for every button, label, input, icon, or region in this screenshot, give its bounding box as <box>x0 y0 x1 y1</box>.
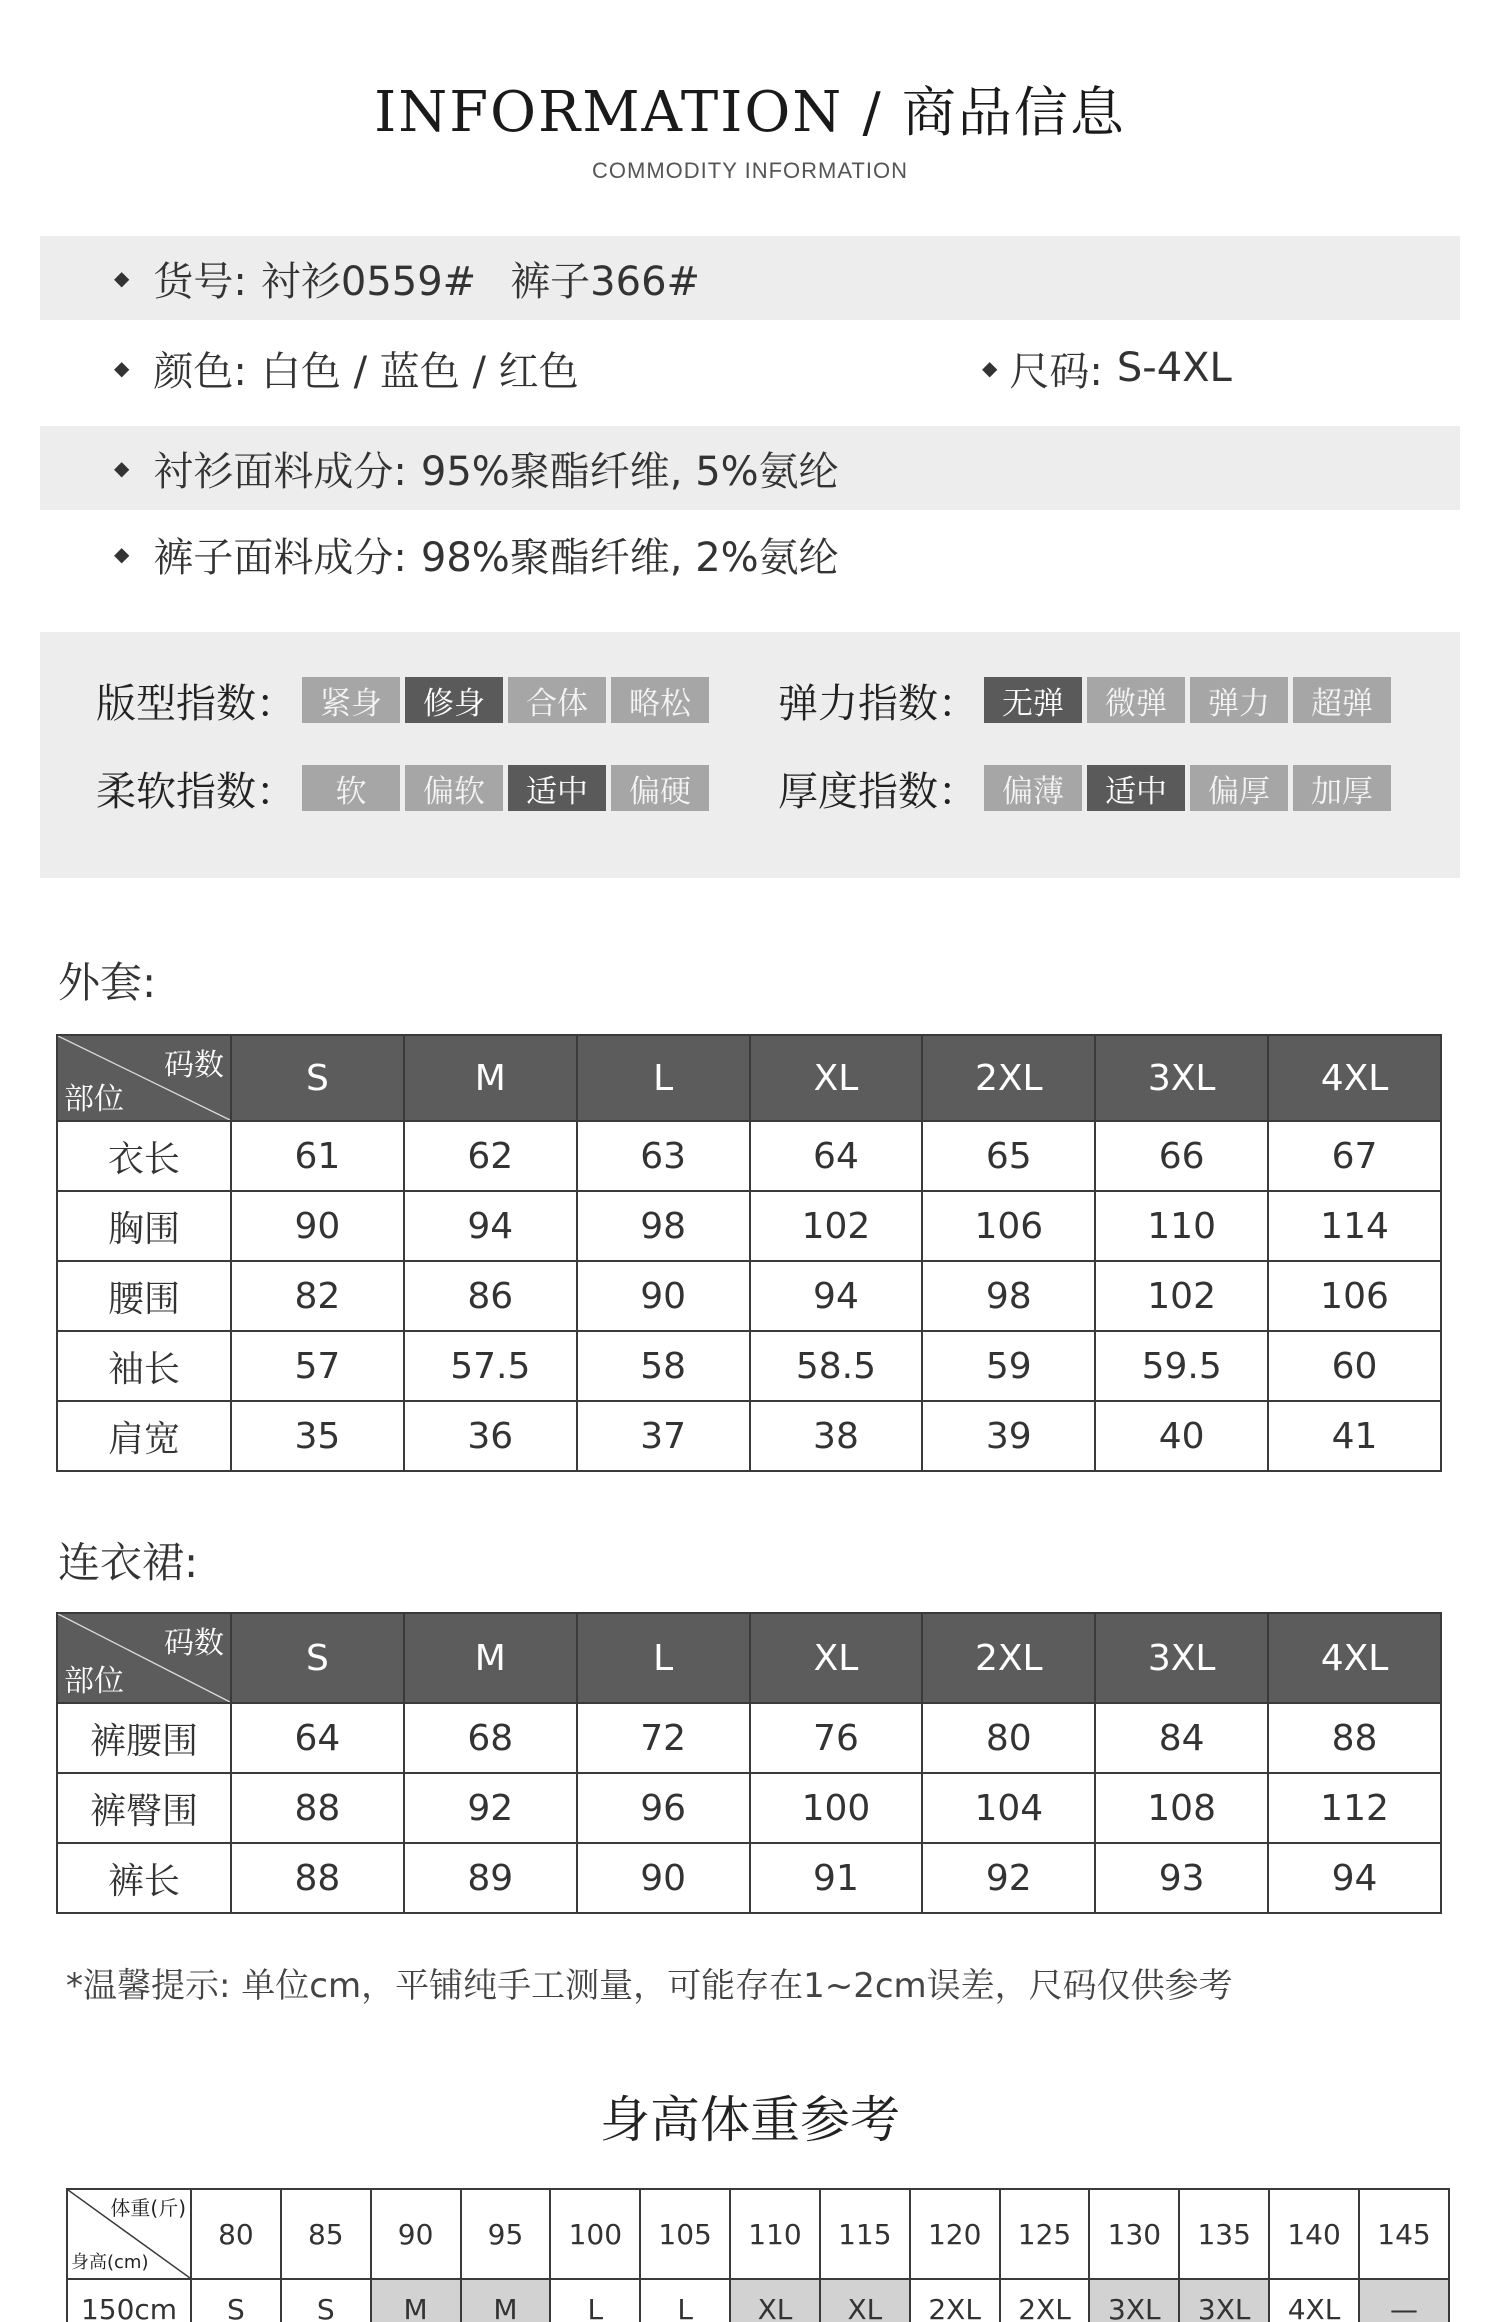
measurement-cell: 98 <box>922 1261 1095 1331</box>
measurement-cell: 90 <box>577 1261 750 1331</box>
size-suggestion-cell: 4XL <box>1269 2279 1359 2322</box>
height-label: 150cm <box>67 2279 191 2322</box>
index-row-2 <box>40 762 1460 814</box>
table-corner <box>57 1613 231 1703</box>
coat-heading: 外套: <box>58 958 157 1007</box>
page-title <box>0 78 1500 148</box>
measurement-cell: 68 <box>404 1703 577 1773</box>
size-header: 4XL <box>1268 1035 1441 1121</box>
part-label: 胸围 <box>57 1191 231 1261</box>
fit-option: 紧身 <box>302 677 400 723</box>
measurement-cell: 114 <box>1268 1191 1441 1261</box>
measurement-cell: 104 <box>922 1773 1095 1843</box>
elastic-option: 无弹 <box>984 677 1082 723</box>
measurement-cell: 112 <box>1268 1773 1441 1843</box>
thick-option: 加厚 <box>1293 765 1391 811</box>
table-row <box>57 1843 1441 1913</box>
weight-unit-label: 体重(斤) <box>110 2196 186 2220</box>
measurement-cell: 72 <box>577 1703 750 1773</box>
measurement-cell: 92 <box>404 1773 577 1843</box>
table-row <box>57 1261 1441 1331</box>
size-suggestion-cell: 2XL <box>910 2279 1000 2322</box>
weight-header: 85 <box>281 2189 371 2279</box>
size-suggestion-cell: 3XL <box>1089 2279 1179 2322</box>
measurement-cell: 88 <box>231 1843 404 1913</box>
elastic-index-label: 弹力指数： <box>778 680 978 727</box>
size-suggestion-cell: M <box>461 2279 551 2322</box>
measurement-cell: 94 <box>404 1191 577 1261</box>
size-suggestion-cell: L <box>550 2279 640 2322</box>
size-header: 3XL <box>1095 1613 1268 1703</box>
part-label: 袖长 <box>57 1331 231 1401</box>
bullet-icon: ◆ <box>114 356 130 380</box>
measurement-cell: 102 <box>1095 1261 1268 1331</box>
measurement-cell: 76 <box>750 1703 923 1773</box>
title-cn: 商品信息 <box>901 81 1126 144</box>
size-suggestion-cell: M <box>371 2279 461 2322</box>
page-subtitle: COMMODITY INFORMATION <box>592 158 908 183</box>
info-row-shirt-fabric <box>40 426 1460 510</box>
fit-index-label: 版型指数： <box>96 680 296 727</box>
measurement-cell: 80 <box>922 1703 1095 1773</box>
size-header: L <box>577 1035 750 1121</box>
fit-option: 合体 <box>508 677 606 723</box>
ref-header-row <box>67 2189 1449 2279</box>
size-suggestion-cell: L <box>640 2279 730 2322</box>
color-label: 颜色: <box>153 348 247 395</box>
item-no-pants: 裤子366# <box>510 258 701 305</box>
measurement-cell: 58.5 <box>750 1331 923 1401</box>
size-header: XL <box>750 1035 923 1121</box>
pants-fabric-label: 裤子面料成分: <box>153 534 407 581</box>
elastic-option: 超弹 <box>1293 677 1391 723</box>
table-row <box>57 1401 1441 1471</box>
measurement-cell: 38 <box>750 1401 923 1471</box>
color-value: 白色 / 蓝色 / 红色 <box>260 348 579 395</box>
size-header: 2XL <box>922 1613 1095 1703</box>
shirt-fabric-value: 95%聚酯纤维, 5%氨纶 <box>420 448 839 495</box>
measurement-cell: 66 <box>1095 1121 1268 1191</box>
reference-title: 身高体重参考 <box>600 2091 900 2149</box>
size-header: L <box>577 1613 750 1703</box>
size-suggestion-cell: 2XL <box>1000 2279 1090 2322</box>
fit-index <box>96 674 714 726</box>
part-label: 裤腰围 <box>57 1703 231 1773</box>
measurement-cell: 89 <box>404 1843 577 1913</box>
soft-option: 偏硬 <box>611 765 709 811</box>
size-value: S-4XL <box>1116 345 1232 391</box>
weight-header: 130 <box>1089 2189 1179 2279</box>
ref-row <box>67 2279 1449 2322</box>
size-header: 2XL <box>922 1035 1095 1121</box>
ref-corner <box>67 2189 191 2279</box>
measurement-cell: 106 <box>1268 1261 1441 1331</box>
index-row-1 <box>40 674 1460 726</box>
measurement-cell: 37 <box>577 1401 750 1471</box>
weight-header: 100 <box>550 2189 640 2279</box>
height-weight-table <box>66 2188 1450 2322</box>
measurement-cell: 57.5 <box>404 1331 577 1401</box>
size-header: 4XL <box>1268 1613 1441 1703</box>
size-header: S <box>231 1613 404 1703</box>
bullet-icon: ◆ <box>982 356 998 380</box>
elastic-index <box>778 674 1396 726</box>
measurement-cell: 90 <box>577 1843 750 1913</box>
shirt-fabric-label: 衬衫面料成分: <box>153 448 407 495</box>
fit-option: 略松 <box>611 677 709 723</box>
size-suggestion-cell: — <box>1359 2279 1449 2322</box>
measurement-cell: 106 <box>922 1191 1095 1261</box>
weight-header: 80 <box>191 2189 281 2279</box>
measurement-cell: 88 <box>231 1773 404 1843</box>
weight-header: 140 <box>1269 2189 1359 2279</box>
measurement-cell: 59.5 <box>1095 1331 1268 1401</box>
page-header <box>0 78 1500 184</box>
item-no-label: 货号: <box>153 258 247 305</box>
measurement-cell: 58 <box>577 1331 750 1401</box>
size-suggestion-cell: XL <box>820 2279 910 2322</box>
size-header: M <box>404 1613 577 1703</box>
weight-header: 110 <box>730 2189 820 2279</box>
part-label: 肩宽 <box>57 1401 231 1471</box>
measurement-cell: 35 <box>231 1401 404 1471</box>
part-label: 腰围 <box>57 1261 231 1331</box>
weight-header: 105 <box>640 2189 730 2279</box>
title-separator: / <box>843 81 902 144</box>
measurement-cell: 84 <box>1095 1703 1268 1773</box>
bullet-icon: ◆ <box>114 542 130 566</box>
dress-size-table <box>56 1612 1442 1914</box>
thick-option: 适中 <box>1087 765 1185 811</box>
weight-header: 95 <box>461 2189 551 2279</box>
measurement-cell: 67 <box>1268 1121 1441 1191</box>
thick-option: 偏薄 <box>984 765 1082 811</box>
measurement-cell: 40 <box>1095 1401 1268 1471</box>
weight-header: 120 <box>910 2189 1000 2279</box>
corner-size-label: 码数 <box>164 1626 224 1661</box>
thick-option: 偏厚 <box>1190 765 1288 811</box>
table-header-row <box>57 1035 1441 1121</box>
measurement-cell: 94 <box>1268 1843 1441 1913</box>
soft-option: 软 <box>302 765 400 811</box>
table-row <box>57 1191 1441 1261</box>
size-suggestion-cell: 3XL <box>1179 2279 1269 2322</box>
measurement-cell: 61 <box>231 1121 404 1191</box>
measurement-cell: 60 <box>1268 1331 1441 1401</box>
index-panel <box>40 632 1460 878</box>
size-suggestion-cell: S <box>281 2279 371 2322</box>
table-corner <box>57 1035 231 1121</box>
size-suggestion-cell: S <box>191 2279 281 2322</box>
measurement-cell: 64 <box>231 1703 404 1773</box>
corner-part-label: 部位 <box>64 1082 124 1117</box>
measurement-cell: 92 <box>922 1843 1095 1913</box>
size-suggestion-cell: XL <box>730 2279 820 2322</box>
weight-header: 115 <box>820 2189 910 2279</box>
weight-header: 125 <box>1000 2189 1090 2279</box>
corner-part-label: 部位 <box>64 1664 124 1699</box>
measurement-cell: 62 <box>404 1121 577 1191</box>
info-row-item-no <box>40 236 1460 320</box>
elastic-option: 微弹 <box>1087 677 1185 723</box>
size-header: XL <box>750 1613 923 1703</box>
fit-option: 修身 <box>405 677 503 723</box>
item-no-shirt: 衬衫0559# <box>260 258 477 305</box>
elastic-option: 弹力 <box>1190 677 1288 723</box>
size-header: M <box>404 1035 577 1121</box>
measurement-cell: 108 <box>1095 1773 1268 1843</box>
thick-index <box>778 762 1396 814</box>
height-unit-label: 身高(cm) <box>71 2252 149 2273</box>
size-info <box>982 340 1232 397</box>
measurement-cell: 82 <box>231 1261 404 1331</box>
measurement-cell: 100 <box>750 1773 923 1843</box>
thick-index-label: 厚度指数： <box>778 768 978 815</box>
table-row <box>57 1703 1441 1773</box>
measurement-cell: 91 <box>750 1843 923 1913</box>
info-row-color <box>40 326 1460 410</box>
measurement-cell: 59 <box>922 1331 1095 1401</box>
measurement-cell: 94 <box>750 1261 923 1331</box>
measurement-cell: 93 <box>1095 1843 1268 1913</box>
part-label: 衣长 <box>57 1121 231 1191</box>
title-en: INFORMATION <box>374 80 844 145</box>
table-header-row <box>57 1613 1441 1703</box>
weight-header: 90 <box>371 2189 461 2279</box>
measurement-cell: 41 <box>1268 1401 1441 1471</box>
bullet-icon: ◆ <box>114 266 130 290</box>
weight-header: 145 <box>1359 2189 1449 2279</box>
coat-size-table <box>56 1034 1442 1472</box>
part-label: 裤长 <box>57 1843 231 1913</box>
measurement-cell: 63 <box>577 1121 750 1191</box>
part-label: 裤臀围 <box>57 1773 231 1843</box>
size-header: S <box>231 1035 404 1121</box>
soft-index <box>96 762 714 814</box>
measurement-cell: 110 <box>1095 1191 1268 1261</box>
soft-index-label: 柔软指数： <box>96 768 296 815</box>
measurement-cell: 90 <box>231 1191 404 1261</box>
measurement-cell: 64 <box>750 1121 923 1191</box>
soft-option: 适中 <box>508 765 606 811</box>
measurement-cell: 98 <box>577 1191 750 1261</box>
measurement-cell: 88 <box>1268 1703 1441 1773</box>
size-header: 3XL <box>1095 1035 1268 1121</box>
measurement-cell: 39 <box>922 1401 1095 1471</box>
measurement-cell: 102 <box>750 1191 923 1261</box>
weight-header: 135 <box>1179 2189 1269 2279</box>
size-label: 尺码: <box>1009 348 1103 395</box>
table-row <box>57 1121 1441 1191</box>
corner-size-label: 码数 <box>164 1048 224 1083</box>
bullet-icon: ◆ <box>114 456 130 480</box>
measurement-cell: 65 <box>922 1121 1095 1191</box>
dress-heading: 连衣裙: <box>58 1538 199 1587</box>
info-row-pants-fabric <box>40 512 1460 596</box>
table-row <box>57 1773 1441 1843</box>
soft-option: 偏软 <box>405 765 503 811</box>
measurement-cell: 86 <box>404 1261 577 1331</box>
pants-fabric-value: 98%聚酯纤维, 2%氨纶 <box>420 534 839 581</box>
measurement-cell: 36 <box>404 1401 577 1471</box>
measurement-note: *温馨提示: 单位cm，平铺纯手工测量，可能存在1~2cm误差，尺码仅供参考 <box>66 1966 1233 2006</box>
measurement-cell: 57 <box>231 1331 404 1401</box>
table-row <box>57 1331 1441 1401</box>
measurement-cell: 96 <box>577 1773 750 1843</box>
